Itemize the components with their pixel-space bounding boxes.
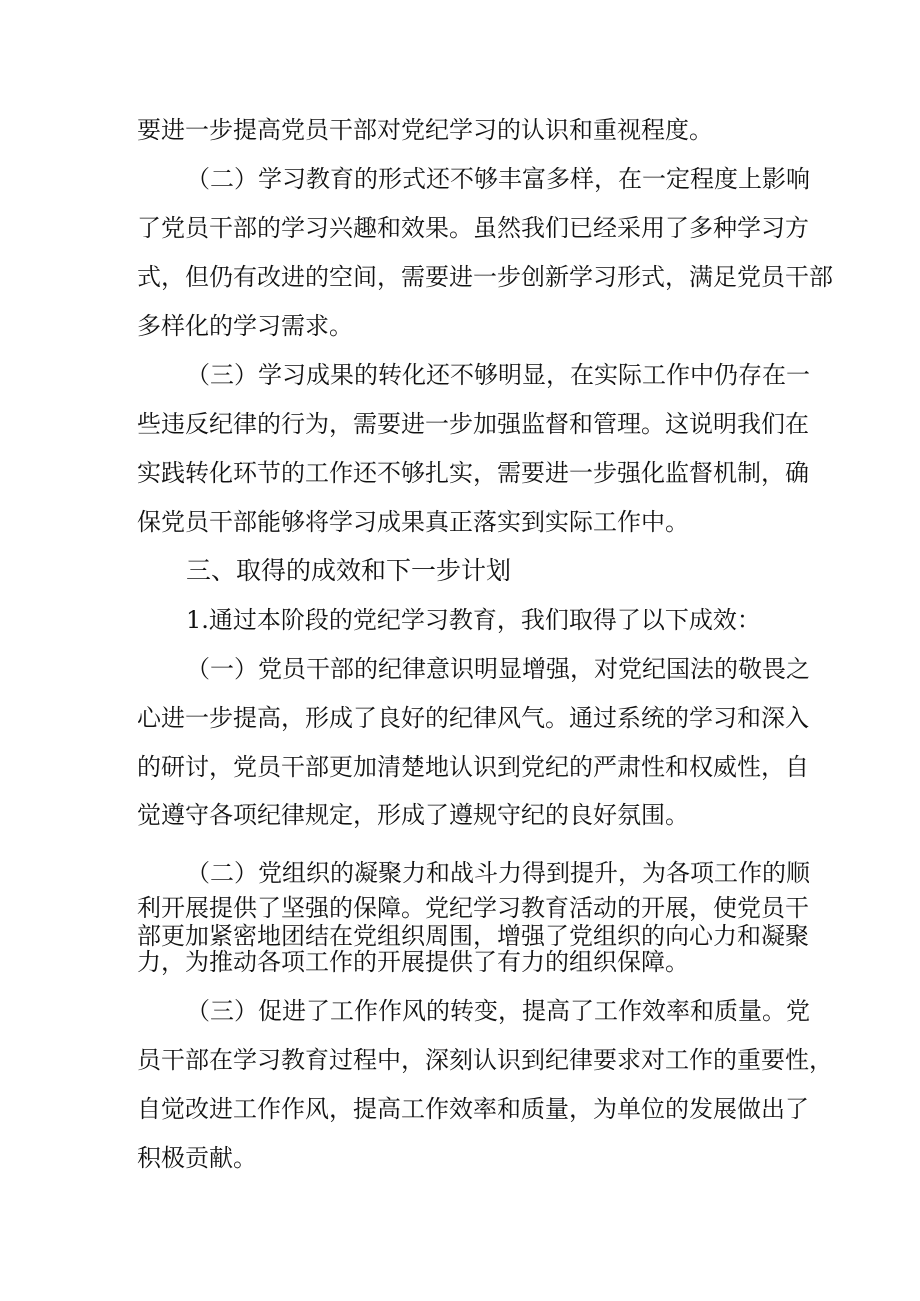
paragraph-line: 了党员干部的学习兴趣和效果。虽然我们已经采用了多种学习方	[137, 214, 809, 242]
paragraph-line: 多样化的学习需求。	[137, 312, 353, 340]
paragraph-line: 实践转化环节的工作还不够扎实，需要进一步强化监督机制，确	[137, 459, 809, 487]
paragraph-line: （二）学习教育的形式还不够丰富多样，在一定程度上影响	[186, 165, 810, 193]
paragraph-line: 心进一步提高，形成了良好的纪律风气。通过系统的学习和深入	[137, 704, 809, 732]
paragraph-line: （一）党员干部的纪律意识明显增强，对党纪国法的敬畏之	[186, 655, 810, 683]
paragraph-line: 自觉改进工作作风，提高工作效率和质量，为单位的发展做出了	[137, 1095, 809, 1123]
paragraph-line: 力，为推动各项工作的开展提供了有力的组织保障。	[137, 948, 689, 976]
paragraph-line: 保党员干部能够将学习成果真正落实到实际工作中。	[137, 508, 689, 536]
paragraph-line: （三）学习成果的转化还不够明显，在实际工作中仍存在一	[186, 361, 810, 389]
section-heading: 三、取得的成效和下一步计划	[186, 556, 512, 585]
paragraph-line: （三）促进了工作作风的转变，提高了工作效率和质量。党	[186, 997, 810, 1025]
paragraph-line: 觉遵守各项纪律规定，形成了遵规守纪的良好氛围。	[137, 801, 689, 829]
paragraph-line: 式，但仍有改进的空间，需要进一步创新学习形式，满足党员干部	[137, 263, 833, 291]
paragraph-line: 部更加紧密地团结在党组织周围，增强了党组织的向心力和凝聚	[137, 922, 809, 950]
paragraph-line: 些违反纪律的行为，需要进一步加强监督和管理。这说明我们在	[137, 410, 809, 438]
paragraph-line: （二）党组织的凝聚力和战斗力得到提升，为各项工作的顺	[186, 859, 810, 887]
paragraph-line: 要进一步提高党员干部对党纪学习的认识和重视程度。	[137, 116, 713, 144]
paragraph-line: 1.通过本阶段的党纪学习教育，我们取得了以下成效：	[186, 606, 761, 634]
paragraph-line: 的研讨，党员干部更加清楚地认识到党纪的严肃性和权威性，自	[137, 753, 809, 781]
paragraph-line: 员干部在学习教育过程中，深刻认识到纪律要求对工作的重要性，	[137, 1046, 833, 1074]
paragraph-line: 利开展提供了坚强的保障。党纪学习教育活动的开展，使党员干	[137, 894, 809, 922]
paragraph-line: 积极贡献。	[137, 1144, 257, 1172]
